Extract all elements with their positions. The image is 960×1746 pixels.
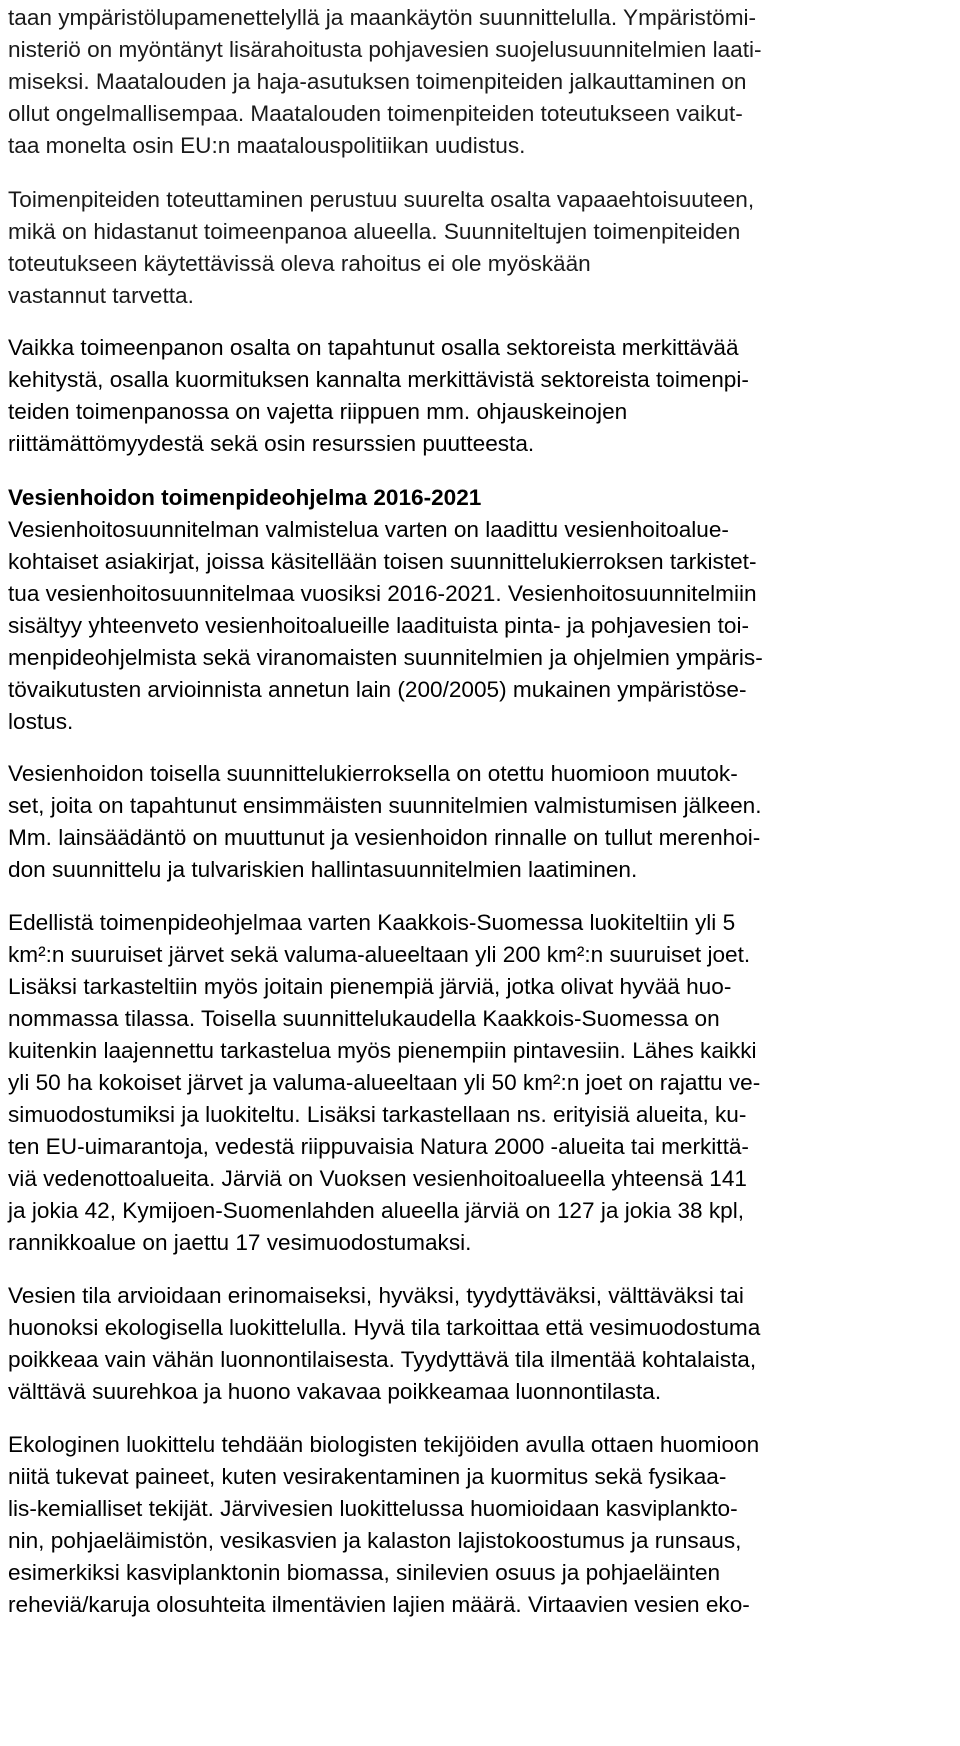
text-line: huonoksi ekologisella luokittelulla. Hyvä tila tarkoittaa että vesimuodostuma — [8, 1315, 761, 1340]
text-line: nisteriö on myöntänyt lisärahoitusta pohjavesien suojelusuunnitelmien laati- — [8, 37, 762, 62]
text-line: lostus. — [8, 709, 74, 734]
text-line: nommassa tilassa. Toisella suunnittelukaudella Kaakkois-Suomessa on — [8, 1006, 720, 1031]
text-line: don suunnittelu ja tulvariskien hallintasuunnitelmien laatiminen. — [8, 857, 638, 882]
text-line: ollut ongelmallisempaa. Maatalouden toimenpiteiden toteutukseen vaikut- — [8, 101, 743, 126]
text-line: ten EU-uimarantoja, vedestä riippuvaisia Natura 2000 -alueita tai merkittä- — [8, 1134, 749, 1159]
text-line: set, joita on tapahtunut ensimmäisten suunnitelmien valmistumisen jälkeen. — [8, 793, 762, 818]
section-heading: Vesienhoidon toimenpideohjelma 2016-2021 — [8, 485, 482, 510]
text-line: kohtaiset asiakirjat, joissa käsitellään toisen suunnittelukierroksen tarkistet- — [8, 549, 757, 574]
text-line: Vesien tila arvioidaan erinomaiseksi, hyväksi, tyydyttäväksi, välttäväksi tai — [8, 1283, 744, 1308]
text-line: Vaikka toimeenpanon osalta on tapahtunut osalla sektoreista merkittävää — [8, 335, 739, 360]
text-line: kuitenkin laajennettu tarkastelua myös pienempiin pintavesiin. Lähes kaikki — [8, 1038, 757, 1063]
text-line: nin, pohjaeläimistön, vesikasvien ja kalaston lajistokoostumus ja runsaus, — [8, 1528, 742, 1553]
text-line: rannikkoalue on jaettu 17 vesimuodostumaksi. — [8, 1230, 472, 1255]
text-line: Lisäksi tarkasteltiin myös joitain pienempiä järviä, jotka olivat hyvää huo- — [8, 974, 732, 999]
text-line: välttävä suurehkoa ja huono vakavaa poikkeamaa luonnontilasta. — [8, 1379, 662, 1404]
text-line: miseksi. Maatalouden ja haja-asutuksen toimenpiteiden jalkauttaminen on — [8, 69, 747, 94]
text-line: viä vedenottoalueita. Järviä on Vuoksen vesienhoitoalueella yhteensä 141 — [8, 1166, 747, 1191]
text-line: vastannut tarvetta. — [8, 283, 194, 308]
text-line: kehitystä, osalla kuormituksen kannalta merkittävistä sektoreista toimenpi- — [8, 367, 749, 392]
text-line: tövaikutusten arvioinnista annetun lain (200/2005) mukainen ympäristöse- — [8, 677, 747, 702]
text-line: riittämättömyydestä sekä osin resurssien puutteesta. — [8, 431, 535, 456]
text-line: Ekologinen luokittelu tehdään biologisten tekijöiden avulla ottaen huomioon — [8, 1432, 760, 1457]
text-line: yli 50 ha kokoiset järvet ja valuma-alueeltaan yli 50 km²:n joet on rajattu ve- — [8, 1070, 761, 1095]
text-line: ja jokia 42, Kymijoen-Suomenlahden alueella järviä on 127 ja jokia 38 kpl, — [8, 1198, 745, 1223]
text-line: poikkeaa vain vähän luonnontilaisesta. Tyydyttävä tila ilmentää kohtalaista, — [8, 1347, 757, 1372]
text-line: toteutukseen käytettävissä oleva rahoitus ei ole myöskään — [8, 251, 591, 276]
text-line: teiden toimenpanossa on vajetta riippuen mm. ohjauskeinojen — [8, 399, 628, 424]
text-line: sisältyy yhteenveto vesienhoitoalueille laadituista pinta- ja pohjavesien toi- — [8, 613, 750, 638]
text-line: taan ympäristölupamenettelyllä ja maankäytön suunnittelulla. Ympäristömi- — [8, 5, 757, 30]
text-line: Vesienhoitosuunnitelman valmistelua varten on laadittu vesienhoitoalue- — [8, 517, 729, 542]
text-line: tua vesienhoitosuunnitelmaa vuosiksi 2016-2021. Vesienhoitosuunnitelmiin — [8, 581, 757, 606]
text-line: taa monelta osin EU:n maatalouspolitiikan uudistus. — [8, 133, 526, 158]
text-line: km²:n suuruiset järvet sekä valuma-alueeltaan yli 200 km²:n suuruiset joet. — [8, 942, 751, 967]
text-line: simuodostumiksi ja luokiteltu. Lisäksi tarkastellaan ns. erityisiä alueita, ku- — [8, 1102, 747, 1127]
text-line: lis-kemialliset tekijät. Järvivesien luokittelussa huomioidaan kasviplankto- — [8, 1496, 738, 1521]
text-line: menpideohjelmista sekä viranomaisten suunnitelmien ja ohjelmien ympäris- — [8, 645, 763, 670]
text-line: niitä tukevat paineet, kuten vesirakentaminen ja kuormitus sekä fysikaa- — [8, 1464, 727, 1489]
text-line: esimerkiksi kasviplanktonin biomassa, sinilevien osuus ja pohjaeläinten — [8, 1560, 721, 1585]
text-line: mikä on hidastanut toimeenpanoa alueella. Suunniteltujen toimenpiteiden — [8, 219, 741, 244]
text-line: Toimenpiteiden toteuttaminen perustuu suurelta osalta vapaaehtoisuuteen, — [8, 187, 755, 212]
text-line: reheviä/karuja olosuhteita ilmentävien lajien määrä. Virtaavien vesien eko- — [8, 1592, 750, 1617]
text-line: Edellistä toimenpideohjelmaa varten Kaakkois-Suomessa luokiteltiin yli 5 — [8, 910, 736, 935]
text-line: Mm. lainsäädäntö on muuttunut ja vesienhoidon rinnalle on tullut merenhoi- — [8, 825, 761, 850]
text-line: Vesienhoidon toisella suunnittelukierroksella on otettu huomioon muutok- — [8, 761, 738, 786]
